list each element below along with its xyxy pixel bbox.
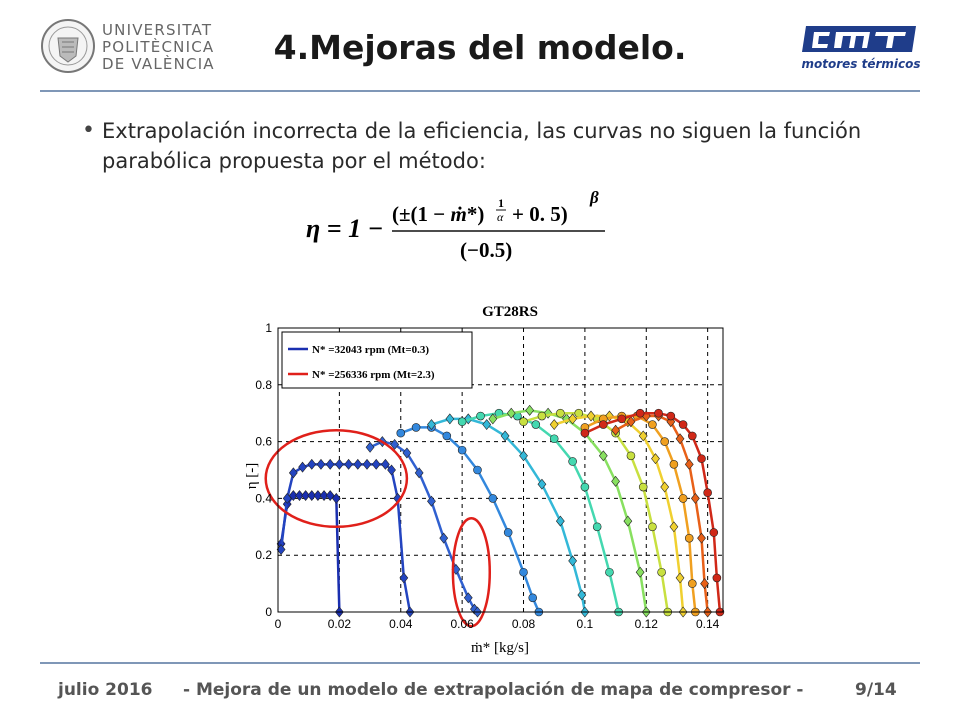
data-point bbox=[400, 573, 408, 583]
cmt-logo bbox=[800, 22, 922, 74]
data-point bbox=[477, 412, 485, 420]
data-point bbox=[569, 556, 577, 566]
data-point bbox=[299, 462, 307, 472]
x-tick-label: 0.04 bbox=[389, 617, 413, 631]
data-point bbox=[520, 418, 528, 426]
bullet-line-2: parabólica propuesta por el método: bbox=[102, 149, 486, 173]
data-point bbox=[520, 568, 528, 576]
x-tick-label: 0.1 bbox=[576, 617, 594, 631]
chart-series-8 bbox=[520, 409, 672, 616]
data-point bbox=[648, 523, 656, 531]
x-tick-label: 0.06 bbox=[450, 617, 474, 631]
series-line bbox=[493, 410, 646, 612]
data-point bbox=[661, 438, 669, 446]
data-point bbox=[473, 466, 481, 474]
x-tick-label: 0.12 bbox=[634, 617, 658, 631]
chart-series-6 bbox=[458, 409, 623, 616]
efficiency-formula bbox=[300, 185, 630, 275]
data-point bbox=[691, 493, 699, 503]
data-point bbox=[636, 409, 644, 417]
data-point bbox=[688, 580, 696, 588]
data-point bbox=[363, 459, 371, 469]
data-point bbox=[667, 412, 675, 420]
data-point bbox=[366, 442, 374, 452]
data-point bbox=[397, 429, 405, 437]
slide-title: 4.Mejoras del modelo. bbox=[273, 28, 687, 67]
series-line bbox=[462, 413, 619, 612]
formula-denominator: (−0.5) bbox=[460, 238, 513, 262]
y-tick-label: 0.2 bbox=[255, 548, 272, 563]
data-point bbox=[446, 414, 454, 424]
formula-beta: β bbox=[590, 188, 599, 207]
bullet-line-1: Extrapolación incorrecta de la eficiencia, las curvas no siguen la función bbox=[102, 119, 862, 143]
data-point bbox=[504, 528, 512, 536]
data-point bbox=[639, 483, 647, 491]
legend-label: N* =256336 rpm (Mt=2.3) bbox=[312, 369, 435, 381]
data-point bbox=[688, 432, 696, 440]
data-point bbox=[581, 483, 589, 491]
chart-x-axis-label: ṁ* [kg/s] bbox=[471, 640, 529, 656]
cmt-logo-icon bbox=[800, 22, 922, 56]
chart-annotations bbox=[266, 430, 490, 626]
series-line bbox=[585, 413, 720, 612]
chart-legend bbox=[282, 332, 472, 388]
y-tick-label: 0.6 bbox=[255, 434, 272, 449]
data-point bbox=[655, 409, 663, 417]
university-line-3: DE VALÈNCIA bbox=[102, 55, 215, 73]
bullet-marker: • bbox=[82, 118, 95, 143]
data-point bbox=[345, 459, 353, 469]
chart-series-2 bbox=[277, 459, 414, 617]
data-point bbox=[670, 522, 678, 532]
data-point bbox=[679, 421, 687, 429]
header-divider bbox=[40, 90, 920, 92]
formula-alpha: α bbox=[497, 210, 504, 224]
data-point bbox=[627, 452, 635, 460]
data-point bbox=[458, 446, 466, 454]
data-point bbox=[624, 516, 632, 526]
data-point bbox=[443, 432, 451, 440]
data-point bbox=[704, 489, 712, 497]
data-point bbox=[532, 421, 540, 429]
data-point bbox=[489, 494, 497, 502]
data-point bbox=[698, 455, 706, 463]
x-tick-label: 0.14 bbox=[695, 617, 720, 631]
data-point bbox=[550, 420, 558, 430]
data-point bbox=[440, 533, 448, 543]
university-line-2: POLITÈCNICA bbox=[102, 38, 215, 56]
data-point bbox=[412, 423, 420, 431]
university-line-1: UNIVERSITAT bbox=[102, 21, 213, 39]
data-point bbox=[713, 574, 721, 582]
data-point bbox=[661, 482, 669, 492]
data-point bbox=[354, 459, 362, 469]
data-point bbox=[575, 409, 583, 417]
y-tick-label: 0 bbox=[265, 605, 272, 619]
formula-lhs: η = 1 − bbox=[306, 214, 384, 243]
data-point bbox=[710, 528, 718, 536]
chart-series-7 bbox=[489, 405, 650, 617]
data-point bbox=[458, 418, 466, 426]
data-point bbox=[698, 533, 706, 543]
data-point bbox=[326, 459, 334, 469]
data-point bbox=[550, 435, 558, 443]
data-point bbox=[529, 594, 537, 602]
formula-root-exponent: 1 bbox=[498, 196, 504, 210]
page-number: 9/14 bbox=[855, 680, 897, 700]
footer-date: julio 2016 bbox=[58, 680, 153, 700]
data-point bbox=[308, 459, 316, 469]
data-point bbox=[581, 429, 589, 437]
data-point bbox=[685, 459, 693, 469]
data-point bbox=[685, 534, 693, 542]
data-point bbox=[289, 468, 297, 478]
data-point bbox=[335, 459, 343, 469]
footer-divider bbox=[40, 662, 920, 664]
chart-y-axis-label: η [-] bbox=[244, 462, 260, 490]
data-point bbox=[679, 494, 687, 502]
formula-numerator: (±(1 − ṁ*) bbox=[392, 202, 485, 226]
y-tick-label: 0.4 bbox=[255, 491, 272, 506]
footer-subtitle: - Mejora de un modelo de extrapolación de mapa de compresor - bbox=[183, 680, 804, 700]
data-point bbox=[593, 523, 601, 531]
data-point bbox=[578, 590, 586, 600]
series-line bbox=[281, 496, 339, 612]
x-tick-label: 0 bbox=[274, 617, 282, 631]
x-tick-label: 0.08 bbox=[511, 617, 536, 631]
data-point bbox=[605, 568, 613, 576]
cmt-logo-text: motores térmicos bbox=[801, 57, 921, 71]
data-point bbox=[618, 415, 626, 423]
data-point bbox=[599, 421, 607, 429]
data-point bbox=[538, 412, 546, 420]
data-point bbox=[483, 420, 491, 430]
y-tick-label: 1 bbox=[265, 321, 272, 335]
data-point bbox=[556, 409, 564, 417]
data-point bbox=[648, 421, 656, 429]
x-tick-label: 0.02 bbox=[327, 617, 352, 631]
y-tick-label: 0.8 bbox=[255, 377, 272, 392]
data-point bbox=[317, 459, 325, 469]
formula-plus-half: + 0. 5) bbox=[512, 202, 568, 226]
data-point bbox=[569, 457, 577, 465]
series-line bbox=[585, 416, 695, 612]
chart-series-5 bbox=[427, 414, 588, 617]
data-point bbox=[676, 573, 684, 583]
data-point bbox=[658, 568, 666, 576]
bullet-text bbox=[102, 116, 861, 176]
data-point bbox=[372, 459, 380, 469]
efficiency-chart bbox=[236, 296, 736, 664]
data-point bbox=[526, 405, 534, 415]
data-point bbox=[636, 567, 644, 577]
chart-title: GT28RS bbox=[482, 304, 538, 320]
legend-label: N* =32043 rpm (Mt=0.3) bbox=[312, 344, 430, 356]
series-line bbox=[281, 464, 410, 612]
chart-series-group bbox=[277, 405, 724, 617]
data-point bbox=[670, 460, 678, 468]
